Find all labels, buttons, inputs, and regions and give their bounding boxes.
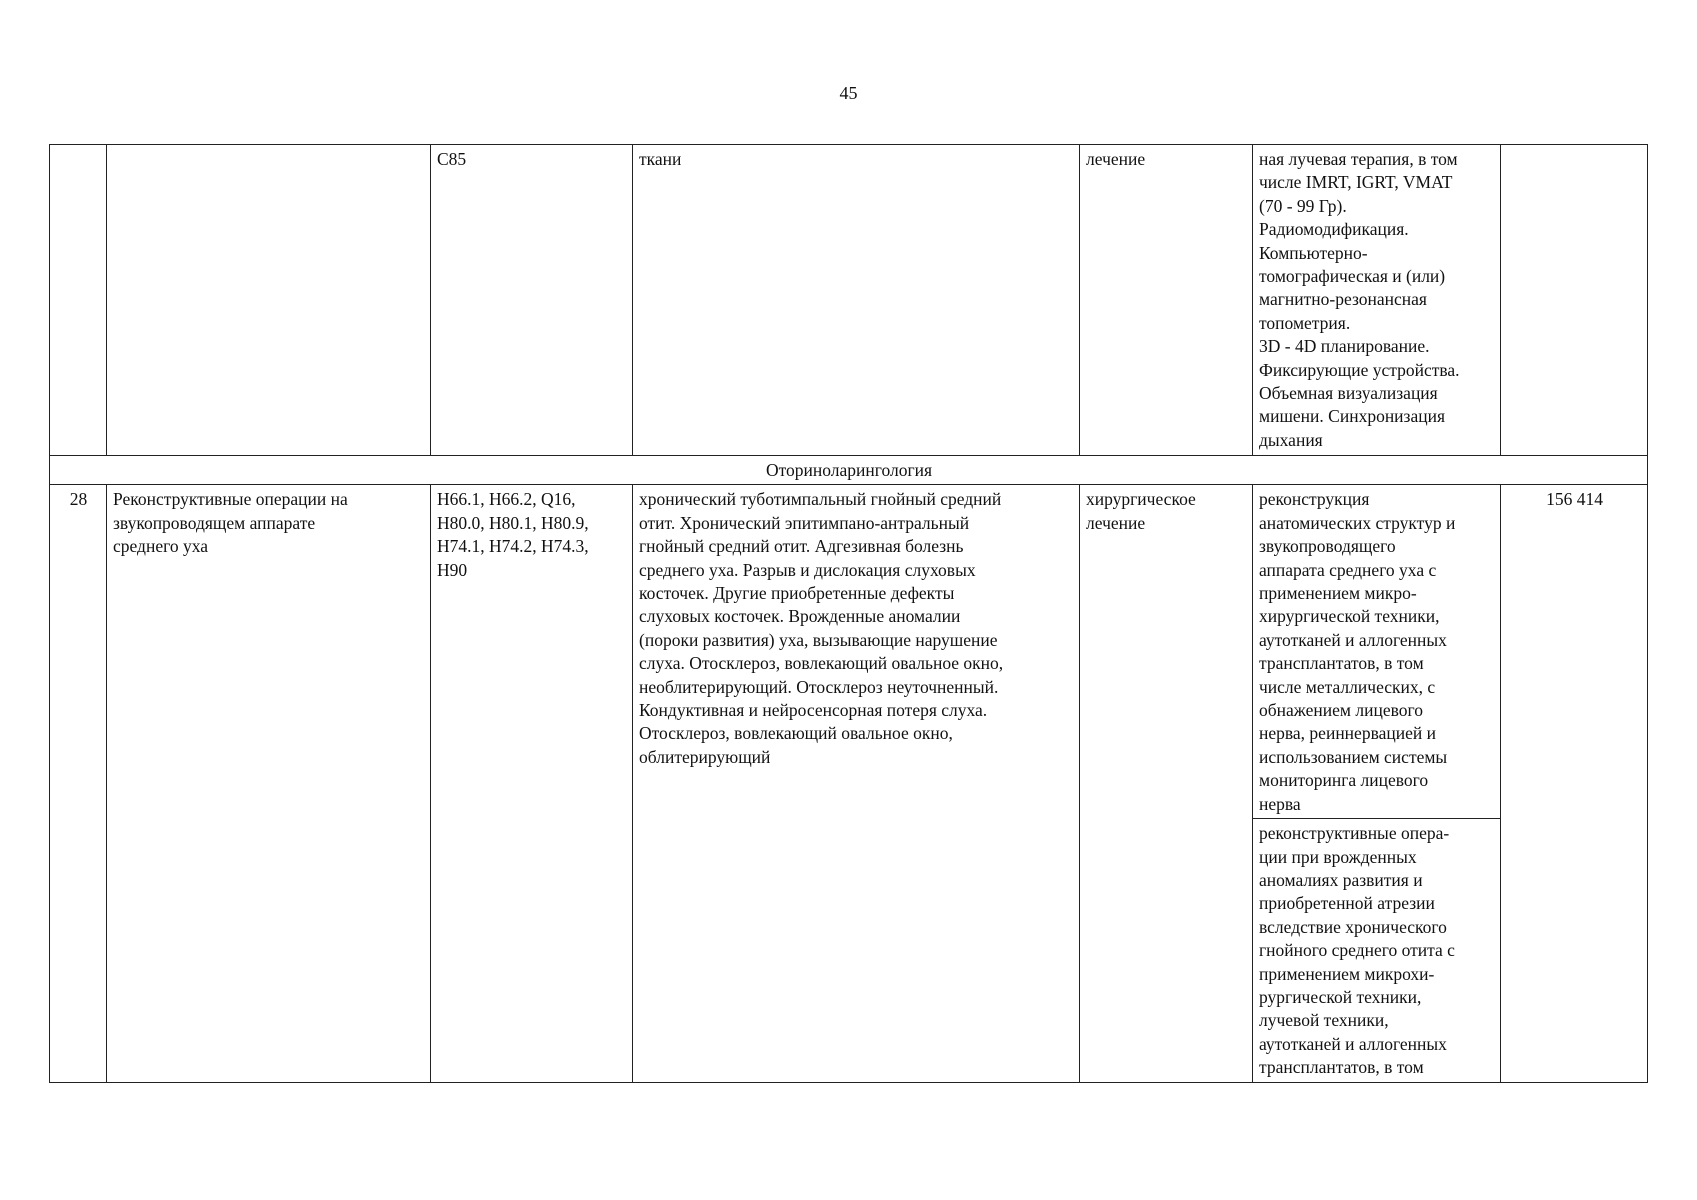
cell-patient-model [633, 485, 1080, 1082]
text-line: аномалиях развития и [1259, 869, 1423, 890]
text-line: применением микрохи- [1259, 963, 1435, 984]
text-line: (70 - 99 Гр). [1259, 195, 1347, 216]
text-line: Фиксирующие устройства. [1259, 359, 1460, 380]
text-line: анатомических структур и [1259, 512, 1456, 533]
text-line: нерва, реиннервацией и [1259, 723, 1436, 744]
text-line: хронический туботимпальный гнойный средний [639, 489, 1002, 510]
cell-treatment-type [1080, 145, 1253, 456]
text-line: слуха. Отосклероз, вовлекающий овальное окно, [639, 653, 1004, 674]
text-line: H66.1, H66.2, Q16, [437, 489, 576, 510]
cell-icd-codes [431, 485, 633, 1082]
text-line: ции при врожденных [1259, 846, 1417, 867]
text-line: облитерирующий [639, 746, 771, 767]
text-line: отит. Хронический эпитимпано-антральный [639, 512, 970, 533]
text-line: обнажением лицевого [1259, 700, 1423, 721]
method-block-2 [1253, 818, 1500, 1081]
cell-treatment-method [1253, 145, 1501, 456]
text-line: среднего уха. Разрыв и дислокация слуховых [639, 559, 976, 580]
cell-row-number: 28 [50, 485, 107, 1082]
services-table [49, 144, 1648, 1083]
text-line: трансплантатов, в том [1259, 1057, 1424, 1078]
text-line: вследствие хронического [1259, 916, 1447, 937]
cell-icd-codes [431, 145, 633, 456]
section-title: Оториноларингология [50, 456, 1648, 485]
text-line: ная лучевая терапия, в том [1259, 149, 1458, 169]
text-line: звукопроводящего [1259, 536, 1396, 557]
text-line: слуховых косточек. Врожденные аномалии [639, 606, 961, 627]
text-line: приобретенной атрезии [1259, 893, 1435, 914]
table-row-28 [50, 485, 1648, 1082]
text-line: хирургической техники, [1259, 606, 1440, 627]
text-line: использованием системы [1259, 746, 1448, 767]
text-line: аппарата среднего уха с [1259, 559, 1437, 580]
text-line: Радиомодификация. [1259, 219, 1409, 240]
text-line: дыхания [1259, 429, 1323, 450]
text-line: гнойный средний отит. Адгезивная болезнь [639, 536, 964, 557]
text-line: среднего уха [113, 536, 208, 557]
text-line: косточек. Другие приобретенные дефекты [639, 583, 955, 604]
cell-patient-model [633, 145, 1080, 456]
text-line: лечение [1086, 512, 1146, 533]
cell-treatment-method [1253, 485, 1501, 1082]
text-line: хирургическое [1086, 489, 1196, 510]
method-block-1 [1253, 485, 1500, 818]
text-line: числе IMRT, IGRT, VMAT [1259, 172, 1453, 193]
text-line: H90 [437, 559, 468, 580]
cell-service-name [107, 145, 431, 456]
text-line: необлитерирующий. Отосклероз неуточненный. [639, 676, 999, 697]
text-line: реконструкция [1259, 489, 1370, 510]
text-line: Реконструктивные операции на [113, 489, 348, 510]
table-row-continued [50, 145, 1648, 456]
text-line: Отосклероз, вовлекающий овальное окно, [639, 723, 953, 744]
text-line: H80.0, H80.1, H80.9, [437, 512, 589, 533]
cell-row-number [50, 145, 107, 456]
text-line: топометрия. [1259, 312, 1351, 333]
text-line: С85 [437, 149, 467, 169]
text-line: аутотканей и аллогенных [1259, 1033, 1447, 1054]
cell-cost [1501, 145, 1648, 456]
text-line: мониторинга лицевого [1259, 770, 1429, 791]
text-line: гнойного среднего отита с [1259, 940, 1455, 961]
cell-cost: 156 414 [1501, 485, 1648, 1082]
cell-service-name [107, 485, 431, 1082]
text-line: лучевой техники, [1259, 1010, 1389, 1031]
text-line: (пороки развития) уха, вызывающие нарушение [639, 629, 998, 650]
text-line: томографическая и (или) [1259, 266, 1446, 287]
text-line: магнитно-резонансная [1259, 289, 1427, 310]
page-number: 45 [839, 83, 858, 103]
section-header-row [50, 456, 1648, 485]
text-line: рургической техники, [1259, 986, 1422, 1007]
text-line: мишени. Синхронизация [1259, 406, 1446, 427]
text-line: Объемная визуализация [1259, 383, 1438, 404]
text-line: нерва [1259, 793, 1301, 814]
text-line: применением микро- [1259, 583, 1417, 604]
cell-treatment-type [1080, 485, 1253, 1082]
text-line: 3D - 4D планирование. [1259, 336, 1430, 357]
text-line: звукопроводящем аппарате [113, 512, 316, 533]
text-line: H74.1, H74.2, H74.3, [437, 536, 589, 557]
text-line: трансплантатов, в том [1259, 653, 1424, 674]
text-line: ткани [639, 149, 682, 169]
text-line: Кондуктивная и нейросенсорная потеря слуха. [639, 700, 988, 721]
text-line: аутотканей и аллогенных [1259, 629, 1447, 650]
text-line: числе металлических, с [1259, 676, 1436, 697]
text-line: Компьютерно- [1259, 242, 1368, 263]
text-line: реконструктивные опера- [1259, 823, 1450, 844]
text-line: лечение [1086, 149, 1146, 169]
